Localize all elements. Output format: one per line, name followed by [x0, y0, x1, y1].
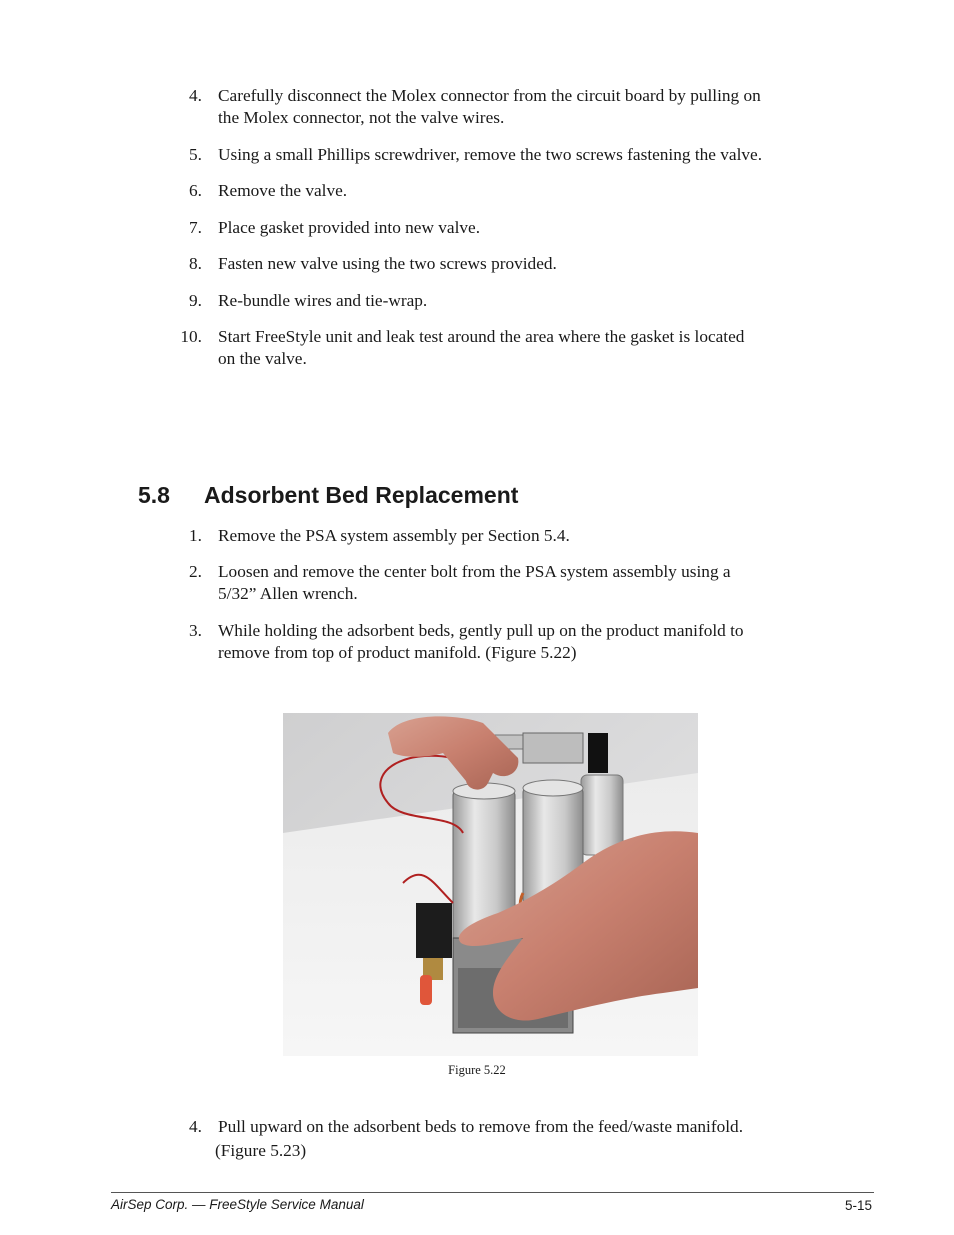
step-number: 10.: [180, 327, 202, 346]
step-line: remove from top of product manifold. (Figure 5.22): [218, 643, 577, 662]
step-line: Remove the valve.: [218, 181, 348, 200]
figure-caption: Figure 5.22: [448, 1063, 506, 1077]
footer-manual-title: AirSep Corp. — FreeStyle Service Manual: [111, 1197, 364, 1212]
section-title: Adsorbent Bed Replacement: [204, 482, 519, 508]
step-text: [218, 620, 818, 664]
step-text: [215, 1116, 818, 1162]
step-number: 8.: [189, 254, 202, 273]
step-number: 1.: [189, 526, 202, 545]
step-number: 3.: [189, 621, 202, 640]
step-text: [218, 85, 818, 129]
step-number: 4.: [189, 1117, 202, 1136]
step-line: Fasten new valve using the two screws provided.: [218, 254, 557, 273]
step-line: Place gasket provided into new valve.: [218, 218, 481, 237]
step-line: Remove the PSA system assembly per Section 5.4.: [218, 526, 570, 545]
step-text: [218, 180, 818, 202]
page-number: 5-15: [844, 1198, 872, 1213]
section-number: 5.8: [138, 482, 170, 508]
step-text: [218, 217, 818, 239]
step-number: 9.: [189, 291, 202, 310]
step-line: While holding the adsorbent beds, gently pull up on the product manifold to: [218, 621, 744, 640]
step-text: [218, 290, 818, 312]
figure-photo: [283, 713, 698, 1056]
step-number: 7.: [189, 218, 202, 237]
step-line: (Figure 5.23): [215, 1141, 307, 1160]
psa-assembly-photo: [283, 713, 698, 1056]
step-line: Start FreeStyle unit and leak test around the area where the gasket is located: [218, 327, 745, 346]
step-number: 2.: [189, 562, 202, 581]
step-text: [218, 144, 818, 166]
step-line: the Molex connector, not the valve wires.: [218, 108, 505, 127]
step-text: [218, 326, 818, 370]
step-text: [218, 525, 818, 547]
step-text: [218, 253, 818, 275]
step-line: on the valve.: [218, 349, 307, 368]
step-line: Loosen and remove the center bolt from the PSA system assembly using a: [218, 562, 731, 581]
step-line: 5/32” Allen wrench.: [218, 584, 358, 603]
section-heading: [138, 482, 518, 509]
step-line: Re-bundle wires and tie-wrap.: [218, 291, 428, 310]
step-line: Pull upward on the adsorbent beds to remove from the feed/waste manifold.: [218, 1117, 744, 1136]
step-number: 5.: [189, 145, 202, 164]
step-line: Carefully disconnect the Molex connector from the circuit board by pulling on: [218, 86, 761, 105]
step-line: Using a small Phillips screwdriver, remove the two screws fastening the valve.: [218, 145, 763, 164]
step-text: [218, 561, 818, 605]
footer-divider: [111, 1192, 874, 1193]
step-number: 4.: [189, 86, 202, 105]
step-number: 6.: [189, 181, 202, 200]
